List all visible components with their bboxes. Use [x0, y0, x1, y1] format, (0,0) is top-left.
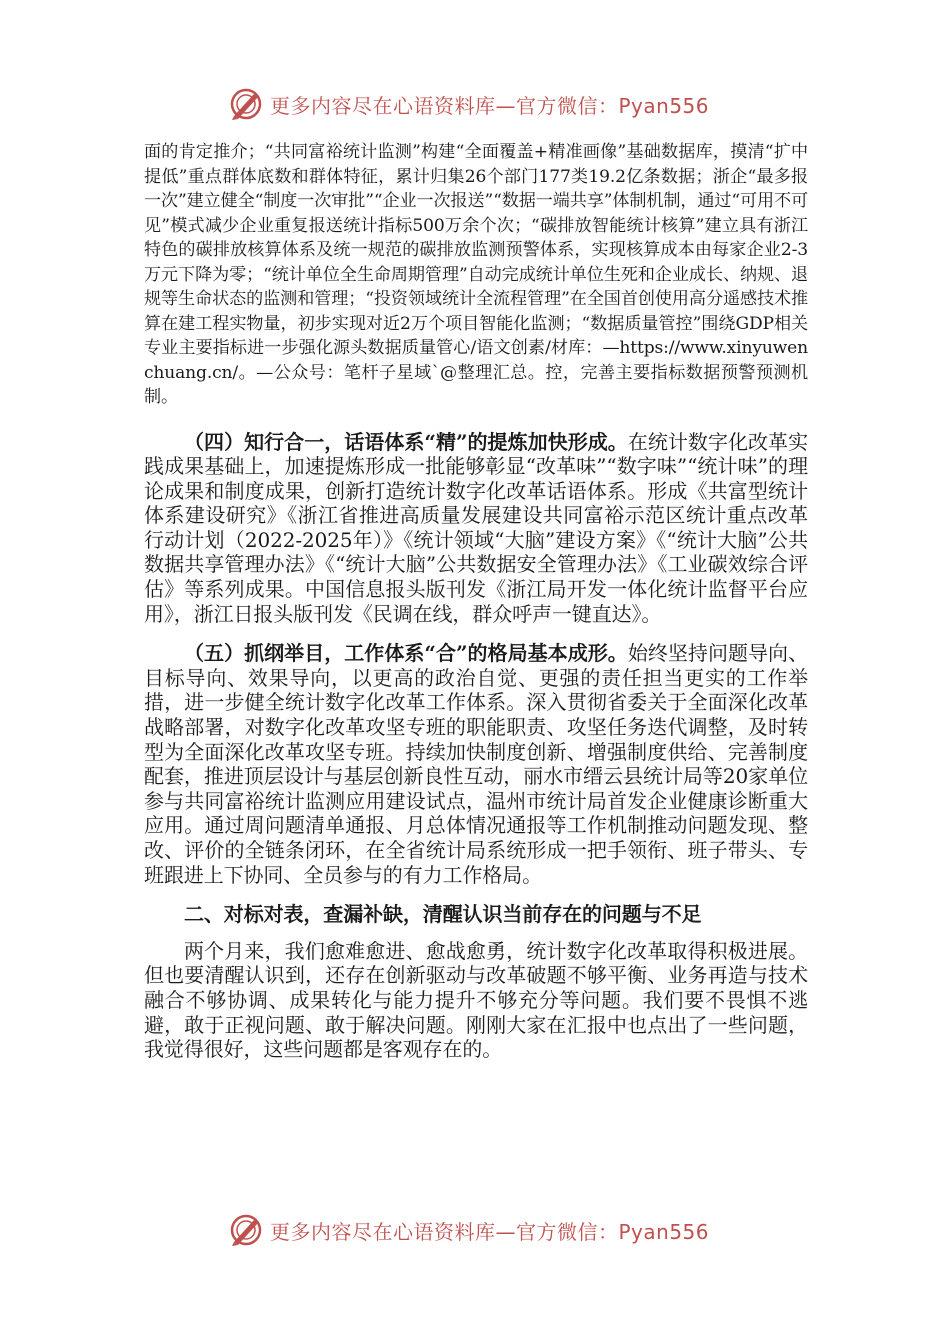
section-4-paragraph — [144, 430, 808, 627]
section-5-paragraph — [144, 641, 808, 887]
section-4-lead: （四）知行合一，话语体系“精”的提炼加快形成。 — [184, 429, 628, 454]
section-2-heading-text: 二、对标对表，查漏补缺，清醒认识当前存在的问题与不足 — [184, 902, 702, 927]
section-5-lead: （五）抓纲举目，工作体系“合”的格局基本成形。 — [184, 641, 628, 666]
section-4-text: 在统计数字化改革实践成果基础上，加速提炼形成一批能够彰显“改革味”“数字味”“统计味”的理论成果和制度成果，创新打造统计数字化改革话语体系。形成《共富型统计体系建设研究》《浙江省推进高质量发展建设共同富裕示范区统计重点改革行动计划（2022-2025年）》《统计领域“大脑”建设方案》《“统计大脑”公共数据共享管理办法》《“统计大脑”公共数据安全管理办法》《工业碳效综合评估》等系列成果。中国信息报头版刊发《浙江局开发一体化统计监督平台应用》，浙江日报头版刊发《民调在线，群众呼声一键直达》。 — [144, 429, 808, 626]
document-body — [144, 140, 808, 1062]
header-banner — [228, 84, 709, 124]
pen-logo-icon — [228, 1212, 264, 1248]
section-2-heading — [144, 902, 808, 927]
continuation-paragraph: 面的肯定推介；“共同富裕统计监测”构建“全面覆盖+精准画像”基础数据库，摸清“扩中提低”重点群体底数和群体特征，累计归集26个部门177类19.2亿条数据；浙企“最多报一次”建立健全“制度一次审批”“企业一次报送”“数据一端共享”体制机制，通过“可用不可见”模式减少企业重复报送统计指标500万余个次；“碳排放智能统计核算”建立具有浙江特色的碳排放核算体系及统一规范的碳排放监测预警体系，实现核算成本由每家企业2-3万元下降为零；“统计单位全生命周期管理”自动完成统计单位生死和企业成长、纳规、退规等生命状态的监测和管理；“投资领域统计全流程管理”在全国首创使用高分遥感技术推算在建工程实物量，初步实现对近2万个项目智能化监测；“数据质量管控”围绕GDP相关专业主要指标进一步强化源头数据质量管心/语文创素/材库：—https://www.xinyuwenchuang.cn/。—公众号：笔杆子星域`@整理汇总。控，完善主要指标数据预警预测机制。 — [144, 142, 808, 407]
header-banner-text: 更多内容尽在心语资料库—官方微信：Pyan556 — [270, 93, 710, 118]
paragraph-problems: 两个月来，我们愈难愈进、愈战愈勇，统计数字化改革取得积极进展。但也要清醒认识到，还存在创新驱动与改革破题不够平衡、业务再造与技术融合不够协调、成果转化与能力提升不够充分等问题。我们要不畏惧不逃避，敢于正视问题、敢于解决问题。刚刚大家在汇报中也点出了一些问题，我觉得很好，这些问题都是客观存在的。 — [144, 938, 808, 1062]
pen-logo-icon — [228, 86, 264, 122]
section-5-text: 始终坚持问题导向、目标导向、效果导向，以更高的政治自觉、更强的责任担当更实的工作举措，进一步健全统计数字化改革工作体系。深入贯彻省委关于全面深化改革战略部署，对数字化改革攻坚专班的职能职责、攻坚任务迭代调整，及时转型为全面深化改革攻坚专班。持续加快制度创新、增强制度供给、完善制度配套，推进顶层设计与基层创新良性互动，丽水市缙云县统计局等20家单位参与共同富裕统计监测应用建设试点，温州市统计局首发企业健康诊断重大应用。通过周问题清单通报、月总体情况通报等工作机制推动问题发现、整改、评价的全链条闭环，在全省统计局系统形成一把手领衔、班子带头、专班跟进上下协同、全员参与的有力工作格局。 — [144, 641, 808, 887]
footer-banner-text: 更多内容尽在心语资料库—官方微信：Pyan556 — [270, 1219, 710, 1244]
footer-banner — [228, 1210, 709, 1250]
